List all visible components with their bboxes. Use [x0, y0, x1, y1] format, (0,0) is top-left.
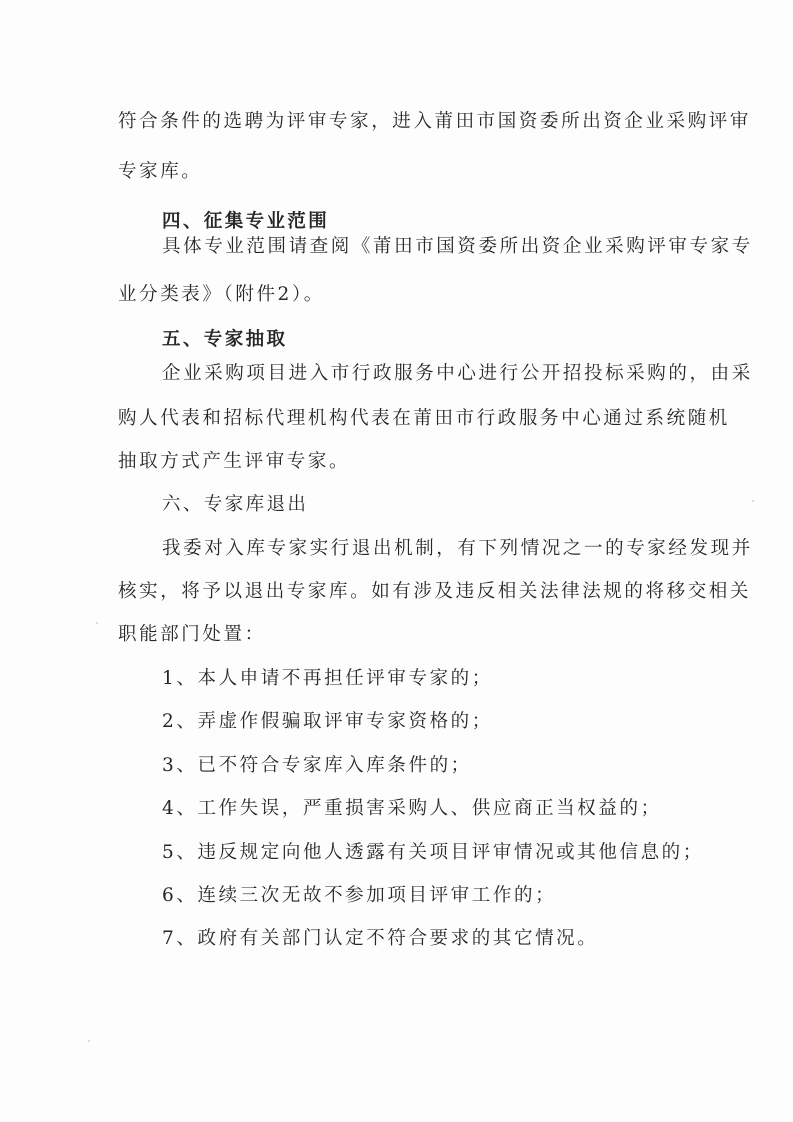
scan-speck — [752, 500, 754, 502]
paragraph-line: 购人代表和招标代理机构代表在莆田市行政服务中心通过系统随机 — [118, 408, 730, 429]
list-item: 4、工作失误，严重损害采购人、供应商正当权益的； — [162, 798, 662, 819]
paragraph-line: 抽取方式产生评审专家。 — [118, 451, 351, 472]
list-item: 7、政府有关部门认定不符合要求的其它情况。 — [162, 928, 599, 949]
paragraph-line: 我委对入库专家实行退出机制，有下列情况之一的专家经发现并 — [162, 538, 753, 559]
section-heading-expert-exit: 六、专家库退出 — [162, 494, 309, 515]
list-item: 3、已不符合专家库入库条件的； — [162, 755, 472, 776]
section-heading-expert-selection: 五、专家抽取 — [162, 329, 288, 350]
paragraph-line: 专家库。 — [118, 161, 203, 182]
list-item: 6、连续三次无故不参加项目评审工作的； — [162, 885, 557, 906]
list-item: 5、违反规定向他人透露有关项目评审情况或其他信息的； — [162, 842, 704, 863]
paragraph-line: 业分类表》（附件2）。 — [118, 284, 325, 305]
scan-speck — [88, 1040, 90, 1042]
list-item: 1、本人申请不再担任评审专家的； — [162, 668, 493, 689]
paragraph-line: 具体专业范围请查阅《莆田市国资委所出资企业采购评审专家专 — [162, 236, 753, 257]
paragraph-line: 符合条件的选聘为评审专家，进入莆田市国资委所出资企业采购评审 — [118, 111, 752, 132]
paragraph-line: 职能部门处置： — [118, 624, 266, 645]
scan-speck — [96, 622, 98, 624]
list-item: 2、弄虚作假骗取评审专家资格的； — [162, 711, 493, 732]
paragraph-line: 核实，将予以退出专家库。如有涉及违反相关法律法规的将移交相关 — [118, 581, 752, 602]
section-heading-collection-scope: 四、征集专业范围 — [162, 211, 330, 232]
paragraph-line: 企业采购项目进入市行政服务中心进行公开招投标采购的，由采 — [162, 363, 753, 384]
